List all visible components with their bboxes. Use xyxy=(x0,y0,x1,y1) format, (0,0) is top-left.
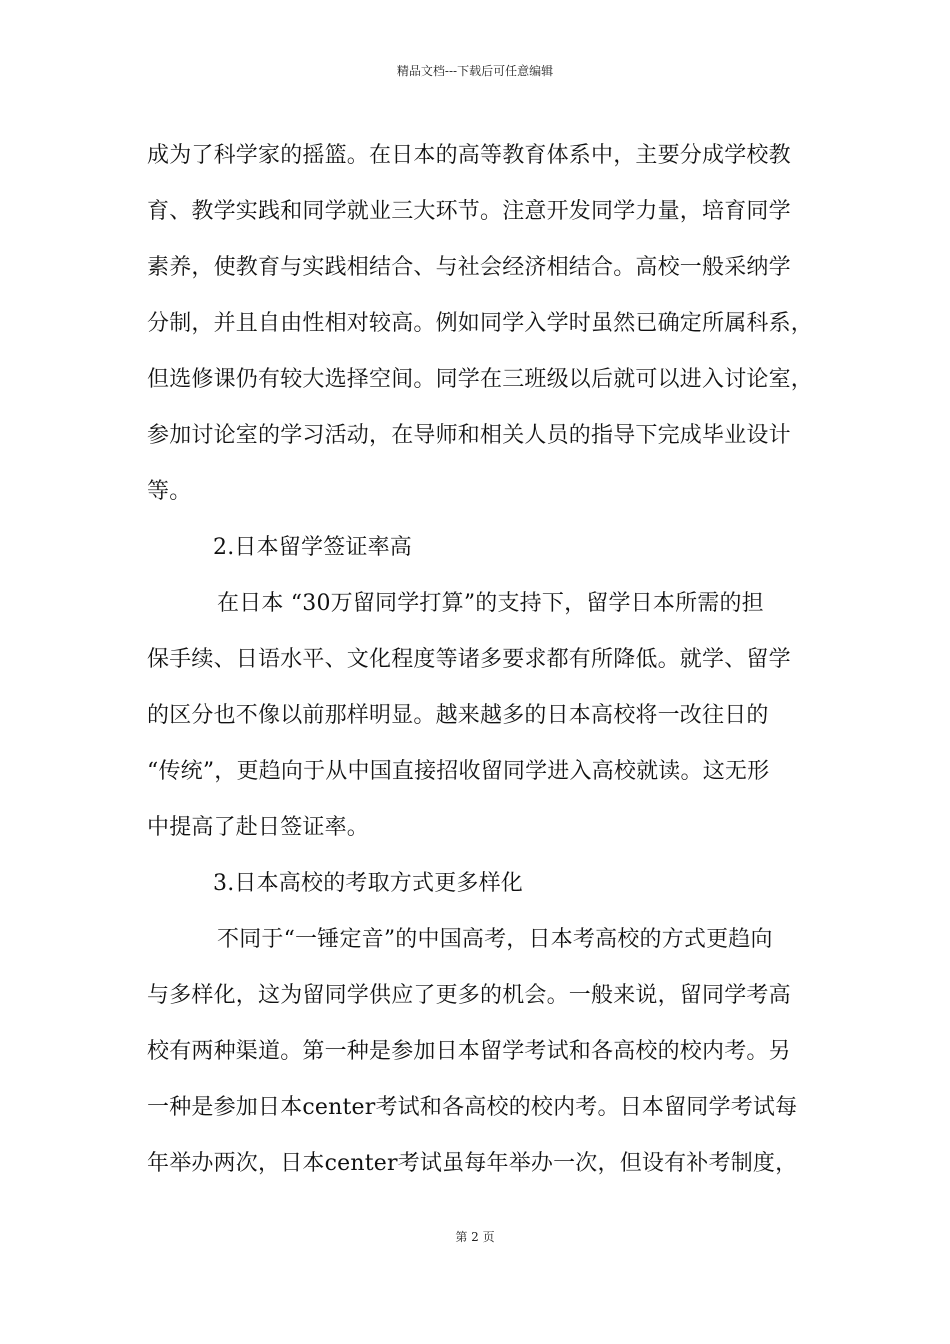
paragraph-line: 的区分也不像以前那样明显。越来越多的日本高校将一改往日的 xyxy=(147,703,769,728)
paragraph-line: 参加讨论室的学习活动，在导师和相关人员的指导下完成毕业设计 xyxy=(147,423,791,448)
document-body xyxy=(147,128,814,1192)
paragraph-line: 年举办两次，日本center考试虽每年举办一次，但设有补考制度， xyxy=(147,1151,798,1176)
paragraph-line: 与多样化，这为留同学供应了更多的机会。一般来说，留同学考高 xyxy=(147,983,791,1008)
paragraph-line: 校有两种渠道。第一种是参加日本留学考试和各高校的校内考。另 xyxy=(147,1039,791,1064)
paragraph-line: 但选修课仍有较大选择空间。同学在三班级以后就可以进入讨论室， xyxy=(147,367,814,392)
paragraph-line: 分制，并且自由性相对较高。例如同学入学时虽然已确定所属科系， xyxy=(147,311,814,336)
section-heading: 3.日本高校的考取方式更多样化 xyxy=(213,871,523,896)
paragraph-line: 育、教学实践和同学就业三大环节。注意开发同学力量，培育同学 xyxy=(147,199,791,224)
paragraph-line: 素养，使教育与实践相结合、与社会经济相结合。高校一般采纳学 xyxy=(147,255,791,280)
section-heading: 2.日本留学签证率高 xyxy=(213,535,412,560)
paragraph-line: 成为了科学家的摇篮。在日本的高等教育体系中，主要分成学校教 xyxy=(147,143,791,168)
paragraph-line: 等。 xyxy=(147,479,192,504)
paragraph-line: 不同于“一锤定音”的中国高考，日本考高校的方式更趋向 xyxy=(217,927,773,952)
page-number: 第 2 页 xyxy=(455,1230,495,1244)
paragraph-line: “传统”，更趋向于从中国直接招收留同学进入高校就读。这无形 xyxy=(147,759,770,784)
paragraph-line: 一种是参加日本center考试和各高校的校内考。日本留同学考试每 xyxy=(147,1095,798,1120)
paragraph-line: 保手续、日语水平、文化程度等诸多要求都有所降低。就学、留学 xyxy=(147,647,791,672)
paragraph-line: 在日本 “30万留同学打算”的支持下，留学日本所需的担 xyxy=(217,591,764,616)
page-header: 精品文档---下载后可任意编辑 xyxy=(396,64,554,78)
paragraph-line: 中提高了赴日签证率。 xyxy=(147,815,370,840)
